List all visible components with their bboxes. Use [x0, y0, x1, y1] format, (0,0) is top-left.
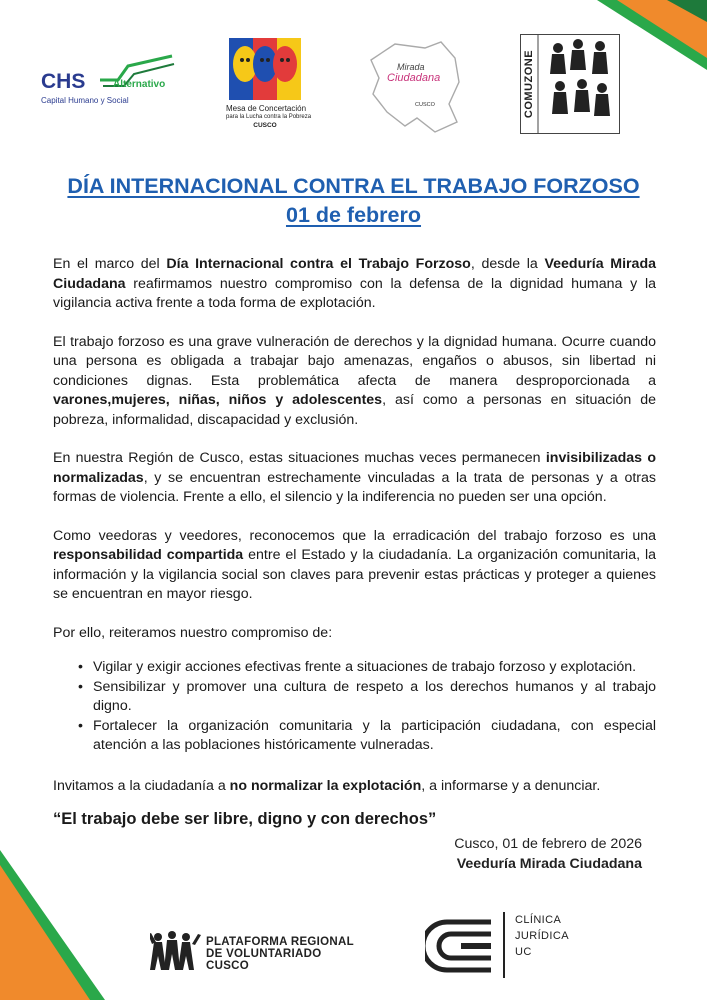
clinica-emblem-icon: [425, 918, 499, 974]
text-span: El trabajo forzoso es una grave vulneración de derechos y la dignidad humana. Ocurre cuando una persona es obligada a trabajar bajo amenazas, engaños o abusos, sin libertad ni condiciones dignas. Esta problemática afecta de manera desproporcionada a: [53, 333, 656, 389]
clinica-line2: JURÍDICA: [515, 930, 569, 942]
chs-alternativo-logo: [38, 52, 178, 112]
text-span: , así como a personas en situación de pobreza, informalidad, discapacidad y exclusión.: [53, 392, 656, 428]
mirada-ciudadana-logo: [365, 38, 465, 134]
paragraph-call-to-action: [53, 777, 656, 797]
closing-quote: “El trabajo debe ser libre, digno y con derechos”: [53, 810, 437, 828]
bold-span: varones,mujeres, niñas, niños y adolescentes: [53, 392, 383, 408]
chs-name: CHS: [41, 70, 86, 93]
signature-org: Veeduría Mirada Ciudadana: [456, 856, 642, 872]
paragraph-commitment-intro: Por ello, reiteramos nuestro compromiso de:: [53, 624, 333, 641]
chs-tag: Alternativo: [113, 79, 166, 90]
bold-span: Día Internacional contra el Trabajo Forzoso: [166, 256, 471, 272]
plataforma-line1: PLATAFORMA REGIONAL: [206, 936, 354, 948]
paragraph-responsibility: [53, 527, 656, 605]
text-span: entre el Estado y la ciudadanía. La organización comunitaria, la información y la vigilancia social son claves para prevenir estas prácticas y proteger a quienes se encuentran en mayor riesgo.: [53, 547, 657, 602]
text-span: , a informarse y a denunciar.: [421, 777, 601, 794]
mesa-line1: Mesa de Concertación: [226, 104, 307, 113]
comuzone-logo: [520, 34, 620, 134]
clinica-line3: UC: [515, 946, 532, 958]
paragraph-definition: [53, 333, 656, 431]
mesa-concertacion-logo: [226, 38, 316, 138]
clinica-line1: CLÍNICA: [515, 914, 562, 926]
title-line1: DÍA INTERNACIONAL CONTRA EL TRABAJO FORZOSO: [67, 174, 640, 198]
text-span: En el marco del: [53, 256, 167, 272]
mesa-line3: CUSCO: [253, 122, 277, 129]
text-span: , desde la: [470, 256, 545, 272]
paragraph-intro: [53, 255, 656, 314]
chs-subtitle: Capital Humano y Social: [41, 96, 129, 105]
mesa-line2: para la Lucha contra la Pobreza: [226, 114, 312, 120]
statement-body: [53, 255, 656, 849]
place-date: Cusco, 01 de febrero de 2026: [454, 836, 642, 852]
partner-logos-header: [0, 30, 707, 140]
bold-span: invisibilizadas o normalizadas: [53, 450, 656, 486]
people-icon: [150, 930, 202, 972]
text-span: reafirmamos nuestro compromiso con la defensa de la dignidad humana y la vigilancia activa frente a toda forma de explotación.: [53, 275, 656, 311]
plataforma-line3: CUSCO: [206, 960, 250, 972]
text-span: , y se encuentran estrechamente vinculadas a la trata de personas y a otras formas de violencia. Frente a ello, el silencio y la indiferencia no pueden ser una opción.: [53, 469, 656, 505]
text-span: Invitamos a la ciudadanía a: [53, 777, 230, 794]
list-item: • Fortalecer la organización comunitaria y la participación ciudadana, con especial atención a las poblaciones históricamente vulneradas.: [53, 717, 656, 756]
comuzone-name: COMUZONE: [523, 49, 535, 119]
bold-span: Veeduría Mirada Ciudadana: [53, 256, 656, 292]
text-span: Como veedoras y veedores, reconocemos que la erradicación del trabajo forzoso es una: [53, 527, 656, 544]
commitment-list: [53, 658, 656, 756]
title-date: 01 de febrero: [285, 203, 422, 227]
list-item: • Vigilar y exigir acciones efectivas frente a situaciones de trabajo forzoso y explotación.: [53, 658, 656, 678]
signature-block: [454, 834, 642, 874]
bold-span: responsabilidad compartida: [53, 547, 244, 563]
mirada-sub: CUSCO: [415, 102, 435, 108]
corner-decoration-bottom-left: [0, 850, 105, 1000]
list-item: • Sensibilizar y promover una cultura de respeto a los derechos humanos y al trabajo digno.: [53, 678, 656, 717]
mirada-name-b: Ciudadana: [387, 72, 441, 84]
page-title: [0, 172, 707, 230]
text-span: En nuestra Región de Cusco, estas situaciones muchas veces permanecen: [53, 450, 546, 466]
plataforma-line2: DE VOLUNTARIADO: [206, 948, 322, 960]
bold-span: no normalizar la explotación: [229, 777, 422, 794]
paragraph-cusco: [53, 449, 656, 508]
mirada-name-a: Mirada: [397, 62, 425, 72]
